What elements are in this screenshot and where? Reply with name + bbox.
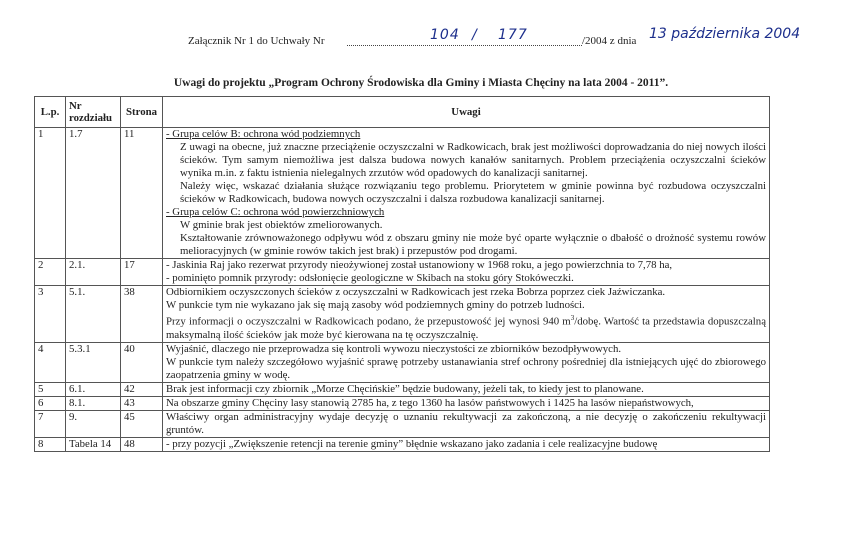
- superscript: 3: [570, 314, 575, 322]
- remark-text: Przy informacji o oczyszczalni w Radkowicach podano, że przepustowość jej wynosi 940 m: [166, 315, 571, 328]
- row-remarks: [163, 259, 770, 286]
- year-date-label: /2004 z dnia: [582, 35, 637, 47]
- table-row: [35, 396, 770, 410]
- handwritten-date: 13 października 2004: [649, 26, 801, 42]
- table-row: [35, 286, 770, 343]
- table-row: [35, 342, 770, 382]
- row-chapter: 1.7: [66, 128, 121, 259]
- remark-line: - Grupa celów C: ochrona wód powierzchniowych: [166, 206, 385, 218]
- remark-line: W punkcie tym należy szczegółowo wyjaśnić sprawę potrzeby ustanawiania stref ochrony pośredniej dla istniejących ujęć do zbiorowego zaopatrzenia gminy w wodę.: [166, 355, 766, 381]
- remark-line: - pominięto pomnik przyrody: odsłonięcie geologiczne w Skibach na stoku góry Stokóweczki.: [166, 272, 574, 284]
- remark-text: /dobę. Wartość ta przedstawia dopuszczalną maksymalną ilość ścieków jak może być kierowana na tę oczyszczalnię.: [166, 315, 766, 341]
- row-remarks: [163, 437, 770, 451]
- row-lp: 5: [35, 382, 66, 396]
- row-chapter: 2.1.: [66, 259, 121, 286]
- row-page: 45: [121, 410, 163, 437]
- handwritten-resolution-number-part2: 177: [498, 27, 528, 43]
- row-chapter: 6.1.: [66, 382, 121, 396]
- row-chapter: 9.: [66, 410, 121, 437]
- header-remarks: Uwagi: [163, 97, 770, 128]
- remark-line: - przy pozycji „Zwiększenie retencji na terenie gminy” błędnie wskazano jako zadania i cele realizacyjne budowę: [166, 437, 658, 450]
- row-lp: 3: [35, 286, 66, 343]
- remark-line: Odbiornikiem oczyszczonych ścieków z oczyszczalni w Radkowicach jest rzeka Bobrza poprzez ciek Jaźwiczanka.: [166, 286, 666, 298]
- header-lp: L.p.: [35, 97, 66, 128]
- row-remarks: [163, 286, 770, 343]
- table-row: [35, 437, 770, 451]
- row-remarks: [163, 410, 770, 437]
- remark-line: Na obszarze gminy Chęciny lasy stanowią 2785 ha, z tego 1360 ha lasów państwowych i 1425 ha lasów niepaństwowych,: [166, 396, 694, 409]
- row-lp: 1: [35, 128, 66, 259]
- row-remarks: [163, 382, 770, 396]
- document-title: Uwagi do projektu „Program Ochrony Środowiska dla Gminy i Miasta Chęciny na lata 2004 - 2011”.: [173, 77, 669, 89]
- table-row: [35, 259, 770, 286]
- row-page: 17: [121, 259, 163, 286]
- row-lp: 2: [35, 259, 66, 286]
- row-lp: 6: [35, 396, 66, 410]
- remark-line: - Grupa celów B: ochrona wód podziemnych: [166, 128, 361, 140]
- remark-line: Właściwy organ administracyjny wydaje decyzję o uznaniu rekultywacji za zakończoną, a nie decyzję o zakończeniu rekultywacji gruntów.: [166, 410, 766, 436]
- header-page: Strona: [121, 97, 163, 128]
- row-page: 40: [121, 342, 163, 382]
- row-lp: 8: [35, 437, 66, 451]
- row-chapter: 5.3.1: [66, 342, 121, 382]
- remark-line: Brak jest informacji czy zbiornik „Morze Chęcińskie” będzie budowany, jeżeli tak, to kiedy jest to planowane.: [166, 382, 644, 395]
- row-page: 11: [121, 128, 163, 259]
- remark-line: Kształtowanie zrównoważonego odpływu wód z obszaru gminy nie może być oparte wyłącznie o dbałość o drożność systemu rowów melioracyjnych (w gminie rowów takich jest brak) i przepustów pod drogami.: [180, 232, 766, 257]
- row-chapter: Tabela 14: [66, 437, 121, 451]
- row-page: 42: [121, 382, 163, 396]
- row-lp: 7: [35, 410, 66, 437]
- remark-line: - Jaskinia Raj jako rezerwat przyrody nieożywionej został ustanowiony w 1968 roku, a jego powierzchnia to 7,78 ha,: [166, 259, 673, 271]
- row-lp: 4: [35, 342, 66, 382]
- row-remarks: [163, 342, 770, 382]
- remark-line: Należy więc, wskazać działania służące rozwiązaniu tego problemu. Priorytetem w gminie powinna być rozbudowa oczyszczalni ścieków w Radkowicach, budowa nowych oczyszczalni i dalsza rozbudowa kanalizacji sanitarnej.: [180, 180, 766, 205]
- row-page: 38: [121, 286, 163, 343]
- row-chapter: 8.1.: [66, 396, 121, 410]
- header-chapter-number: Nr rozdziału: [66, 97, 121, 128]
- resolution-number-dotted-line: [347, 35, 582, 46]
- table-row: [35, 410, 770, 437]
- row-page: 43: [121, 396, 163, 410]
- remarks-table: [34, 96, 770, 452]
- table-row: [35, 128, 770, 259]
- table-header-row: [35, 97, 770, 128]
- row-remarks: [163, 128, 770, 259]
- row-chapter: 5.1.: [66, 286, 121, 343]
- row-remarks: [163, 396, 770, 410]
- remark-line: W gminie brak jest obiektów zmeliorowanych.: [180, 219, 383, 231]
- remark-line: W punkcie tym nie wykazano jak się mają zasoby wód podziemnych gminy do potrzeb ludności.: [166, 299, 585, 311]
- handwritten-resolution-separator: /: [472, 27, 478, 43]
- remark-line: Wyjaśnić, dlaczego nie przeprowadza się kontroli wywozu nieczystości ze zbiorników bezodpływowych.: [166, 342, 622, 355]
- remark-line: Z uwagi na obecne, już znaczne przeciążenie oczyszczalni w Radkowicach, brak jest możliwości doprowadzania do niej nowych ilości ścieków. Tym samym niemożliwa jest dalsza budowa nowych kanałów sanitarnych. Problem przeciążenia oczyszczalni ścieków wynika m.in. z faktu istnienia nielegalnych zrzutów wód opadowych do kanalizacji sanitarnej.: [180, 141, 766, 179]
- handwritten-resolution-number-part1: 104: [430, 27, 460, 43]
- remark-line: [166, 312, 766, 342]
- row-page: 48: [121, 437, 163, 451]
- attachment-label: Załącznik Nr 1 do Uchwały Nr: [188, 35, 325, 47]
- table-row: [35, 382, 770, 396]
